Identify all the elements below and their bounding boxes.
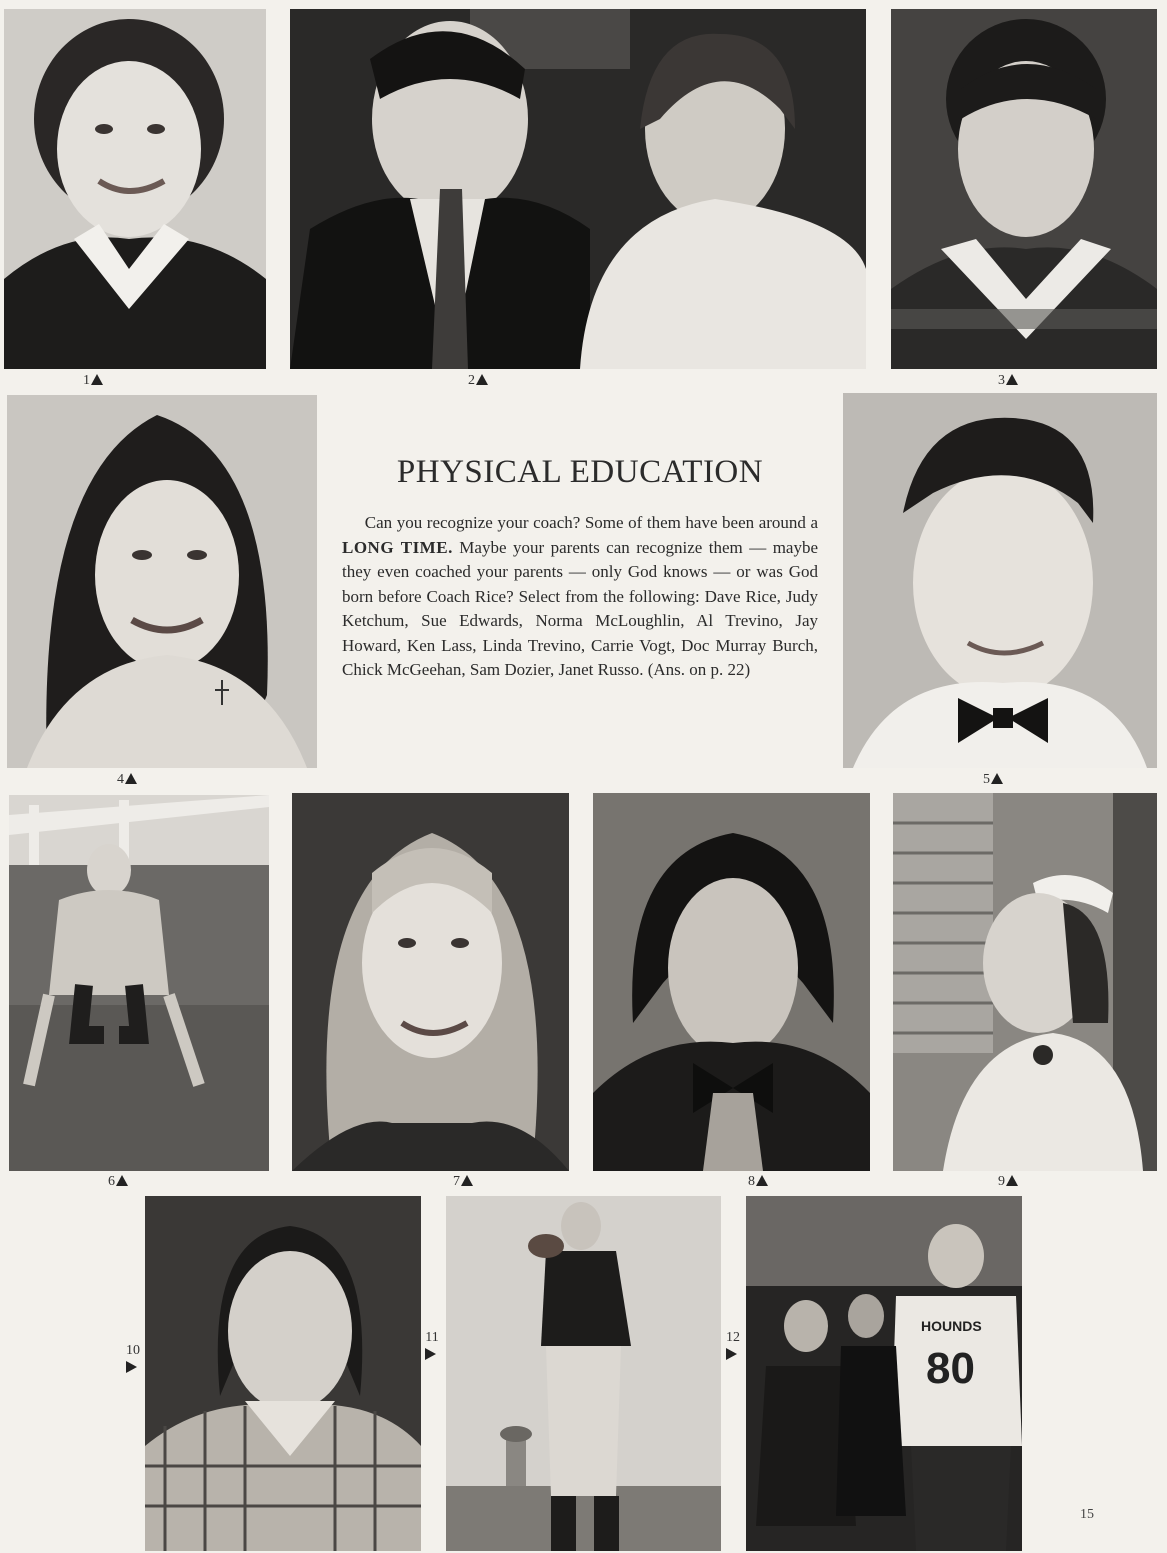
photo-caption-12: [723, 1330, 743, 1360]
portrait-5: [843, 393, 1157, 768]
photo-11: [446, 1196, 721, 1551]
portrait-4: [7, 395, 317, 768]
photo-10: [145, 1196, 421, 1551]
caption-number: 8: [748, 1174, 755, 1189]
up-triangle-icon: [1006, 1175, 1018, 1186]
action-photo-12: [746, 1196, 1022, 1551]
jersey-lettering: HOUNDS: [921, 1318, 982, 1334]
caption-number: 7: [453, 1174, 460, 1189]
photo-caption-1: [83, 374, 103, 388]
photo-caption-2: [468, 374, 488, 388]
photo-caption-6: [108, 1175, 128, 1189]
photo-2: [290, 9, 866, 369]
up-triangle-icon: [991, 773, 1003, 784]
portrait-7: [292, 793, 569, 1171]
caption-number: 3: [998, 373, 1005, 388]
portrait-10: [145, 1196, 421, 1551]
jersey-number: 80: [926, 1344, 975, 1393]
up-triangle-icon: [91, 374, 103, 385]
photo-caption-8: [748, 1175, 768, 1189]
photo-caption-10: [123, 1343, 143, 1373]
caption-number: 6: [108, 1174, 115, 1189]
up-triangle-icon: [125, 773, 137, 784]
caption-number: 2: [468, 373, 475, 388]
right-triangle-icon: [425, 1348, 436, 1360]
right-triangle-icon: [126, 1361, 137, 1373]
photo-5: [843, 393, 1157, 768]
caption-number: 12: [726, 1330, 740, 1345]
photo-caption-11: [422, 1330, 442, 1360]
intro-text: Can you recognize your coach? Some of them have been around a: [364, 513, 818, 532]
emphasis-text: LONG TIME.: [342, 537, 453, 557]
up-triangle-icon: [461, 1175, 473, 1186]
caption-number: 9: [998, 1174, 1005, 1189]
portrait-9: [893, 793, 1157, 1171]
photo-1: [4, 9, 266, 369]
page-number: 15: [1080, 1507, 1094, 1522]
photo-caption-7: [453, 1175, 473, 1189]
caption-number: 5: [983, 772, 990, 787]
portrait-1: [4, 9, 266, 369]
photo-caption-9: [998, 1175, 1018, 1189]
caption-number: 4: [117, 772, 124, 787]
photo-3: [891, 9, 1157, 369]
portrait-2: [290, 9, 866, 369]
intro-paragraph: [342, 511, 818, 683]
action-photo-11: [446, 1196, 721, 1551]
photo-12: [746, 1196, 1022, 1551]
caption-number: 11: [425, 1330, 439, 1345]
photo-caption-3: [998, 374, 1018, 388]
portrait-3: [891, 9, 1157, 369]
page-title: PHYSICAL EDUCATION: [396, 454, 764, 490]
photo-6: [9, 795, 269, 1171]
caption-number: 1: [83, 373, 90, 388]
caption-number: 10: [126, 1343, 140, 1358]
right-triangle-icon: [726, 1348, 737, 1360]
photo-8: [593, 793, 870, 1171]
photo-caption-5: [983, 773, 1003, 787]
action-photo-6: [9, 795, 269, 1171]
up-triangle-icon: [476, 374, 488, 385]
up-triangle-icon: [116, 1175, 128, 1186]
portrait-8: [593, 793, 870, 1171]
up-triangle-icon: [756, 1175, 768, 1186]
intro-rest-text: Maybe your parents can recognize them — maybe they even coached your parents — only God knows — or was God born before Coach Rice? Select from the following: Dave Rice, Judy Ketchum, Sue Edwards, Norma McLoughlin, Al Trevino, Jay Howard, Ken Lass, Linda Trevino, Carrie Vogt, Doc Murray Burch, Chick McGeehan, Sam Dozier, Janet Russo. (Ans. on p. 22): [342, 537, 819, 679]
up-triangle-icon: [1006, 374, 1018, 385]
photo-4: [7, 395, 317, 768]
photo-caption-4: [117, 773, 137, 787]
photo-9: [893, 793, 1157, 1171]
photo-7: [292, 793, 569, 1171]
